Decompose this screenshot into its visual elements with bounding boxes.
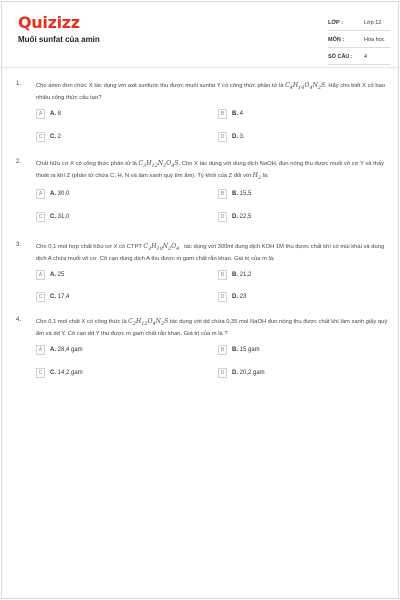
option-text: A. 8 <box>50 110 62 117</box>
meta-value: Lớp 12 <box>364 20 382 26</box>
question-number: 4. <box>16 317 22 323</box>
option-text: D. 20,2 gam <box>232 369 265 376</box>
question-text: Chất hữu cơ X có công thức phân tử là $C_3H_{12}N_2O_4S$. Cho X tác dụng với dung dịch NaOH, đun nóng thu được muối vô cơ Y và thấy thoát ra khí Z (phân tử chứa C, H, N và làm xanh quỳ tím ẩm). Tỷ khối của Z đối với $H_2$ là: <box>36 160 385 182</box>
answer-option-d[interactable] <box>218 212 368 222</box>
option-letter-box: D <box>218 368 227 378</box>
option-text: D. 3. <box>232 133 245 140</box>
quizizz-logo: Quizizz <box>18 13 80 32</box>
option-letter-box: D <box>218 132 227 142</box>
option-letter-box: B <box>218 109 227 119</box>
option-text: B. 15,5 <box>232 190 252 197</box>
option-text: A. 28,4 gam <box>50 346 83 353</box>
question-text: Cho 0,1 mol hợp chất hữu cơ X có CTPT $C_3H_{10}N_2O_4$ tác dụng với 300ml dung dịch KOH 1M thu được chất khí có mùi khai và dung dịch A chứa muối vô cơ. Cô cạn dung dịch A thu được m gam chất rắn khan. Giá trị của m là: <box>36 243 385 263</box>
worksheet-meta <box>328 18 390 69</box>
answer-option-b[interactable] <box>218 189 368 199</box>
answer-option-c[interactable] <box>36 132 186 142</box>
meta-value: 4 <box>364 54 368 60</box>
meta-label: MÔN : <box>328 37 345 43</box>
option-letter-box: A <box>36 345 45 355</box>
worksheet-page <box>1 1 399 599</box>
option-text: A. 25 <box>50 271 65 278</box>
answer-option-c[interactable] <box>36 212 186 222</box>
answer-option-c[interactable] <box>36 292 186 302</box>
answer-option-b[interactable] <box>218 270 368 280</box>
meta-row-class <box>328 18 390 31</box>
answer-option-b[interactable] <box>218 345 368 355</box>
meta-row-subject <box>328 35 390 48</box>
question-number: 3. <box>16 242 22 248</box>
meta-row-question-count <box>328 52 390 65</box>
answer-option-b[interactable] <box>218 109 368 119</box>
option-text: C. 31,0 <box>50 213 70 220</box>
option-letter-box: D <box>218 212 227 222</box>
option-letter-box: D <box>218 292 227 302</box>
option-text: B. 4 <box>232 110 244 117</box>
page-title: Muối sunfat của amin <box>18 35 100 44</box>
meta-value: Hóa học <box>364 37 385 43</box>
option-letter-box: C <box>36 292 45 302</box>
option-text: D. 23 <box>232 293 247 300</box>
option-letter-box: C <box>36 132 45 142</box>
question-text: Cho 0,1 mol chất X có công thức là $C_2H_{12}O_4N_2S$ tác dụng với dd chứa 0,35 mol NaOH đun nóng thu được chất khí làm xanh giấy quỳ ẩm và dd Y. Cô cạn dd Y thu được m gam chất rắn khan. Giá trị của m là ? <box>36 318 388 338</box>
meta-label: SỐ CÂU : <box>328 54 353 60</box>
question-text: Cho amin đơn chức X tác dụng với axit sunfuric thu được muối sunfat Y có công thức phân tử là $C_4H_{14}O_4N_2S$. Hãy cho biết X có bao nhiêu công thức cấu tạo? <box>36 82 386 102</box>
option-text: B. 21,2 <box>232 271 252 278</box>
answer-option-d[interactable] <box>218 368 368 378</box>
option-text: C. 2 <box>50 133 62 140</box>
answer-option-d[interactable] <box>218 132 368 142</box>
option-letter-box: A <box>36 189 45 199</box>
option-letter-box: C <box>36 212 45 222</box>
answer-option-a[interactable] <box>36 270 186 280</box>
option-text: D. 22,5 <box>232 213 252 220</box>
option-letter-box: B <box>218 270 227 280</box>
question-number: 1. <box>16 81 22 87</box>
meta-label: LỚP : <box>328 20 343 26</box>
header-divider <box>2 67 398 68</box>
option-text: C. 14,2 gam <box>50 369 83 376</box>
option-letter-box: B <box>218 345 227 355</box>
option-letter-box: A <box>36 270 45 280</box>
option-text: B. 15 gam <box>232 346 260 353</box>
option-text: A. 30,0 <box>50 190 70 197</box>
answer-option-a[interactable] <box>36 189 186 199</box>
option-letter-box: B <box>218 189 227 199</box>
question-number: 2. <box>16 159 22 165</box>
answer-option-a[interactable] <box>36 109 186 119</box>
option-text: C. 17,4 <box>50 293 70 300</box>
option-letter-box: A <box>36 109 45 119</box>
answer-option-d[interactable] <box>218 292 368 302</box>
answer-option-c[interactable] <box>36 368 186 378</box>
option-letter-box: C <box>36 368 45 378</box>
answer-option-a[interactable] <box>36 345 186 355</box>
